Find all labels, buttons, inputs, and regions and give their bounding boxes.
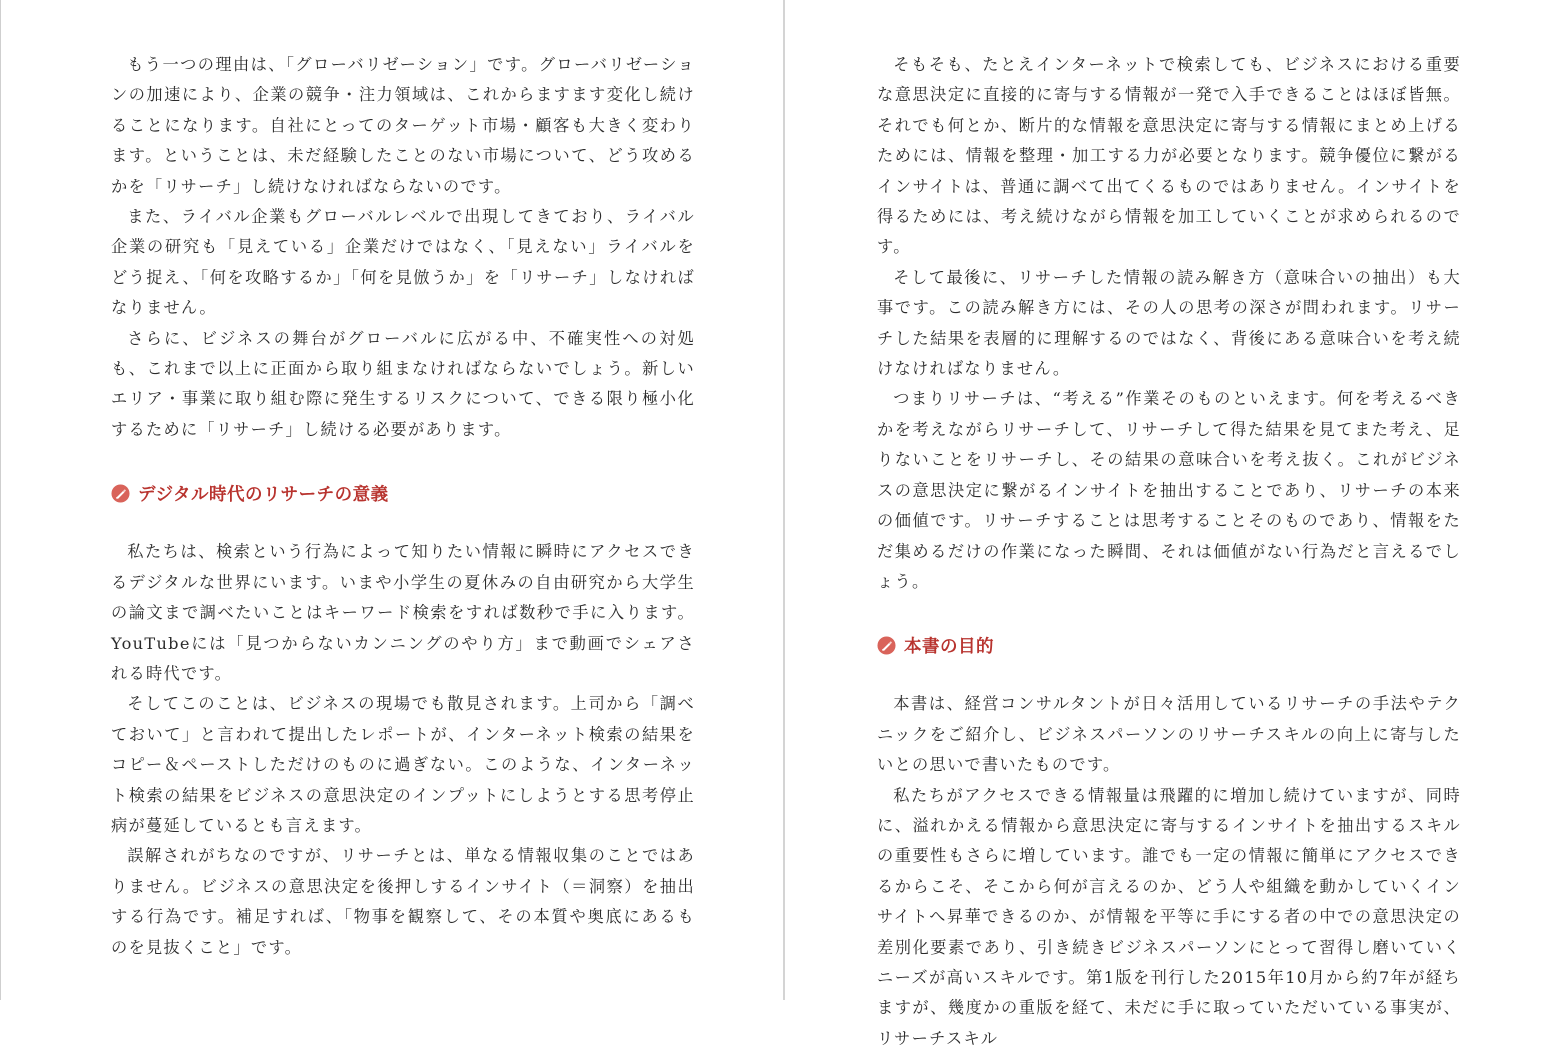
- section-heading-digital-research: [111, 478, 695, 508]
- right-paragraph-4: 本書は、経営コンサルタントが日々活用しているリサーチの手法やテクニックをご紹介し、ビジネスパーソンのリサーチスキルの向上に寄与したいとの思いで書いたものです。: [877, 694, 1461, 775]
- left-paragraph-2: また、ライバル企業もグローバルレベルで出現してきており、ライバル企業の研究も「見えている」企業だけではなく、「見えない」ライバルをどう捉え、「何を攻略するか」「何を見倣うか」を「リサーチ」しなければなりません。: [111, 207, 695, 318]
- left-paragraph-5: そしてこのことは、ビジネスの現場でも散見されます。上司から「調べておいて」と言われて提出したレポートが、インターネット検索の結果をコピー＆ペーストしただけのものに過ぎない。このような、インターネット検索の結果をビジネスの意思決定のインプットにしようとする思考停止病が蔓延しているとも言えます。: [111, 694, 695, 835]
- right-paragraph-3: つまりリサーチは、“考える”作業そのものといえます。何を考えるべきかを考えながらリサーチして、リサーチして得た結果を見てまた考え、足りないことをリサーチし、その結果の意味合いを考え抜く。これがビジネスの意思決定に繋がるインサイトを抽出することであり、リサーチの本来の価値です。リサーチすることは思考することそのものであり、情報をただ集めるだけの作業になった瞬間、それは価値がない行為だと言えるでしょう。: [877, 389, 1461, 591]
- right-page-content: [877, 50, 1461, 1054]
- section-heading-text: デジタル時代のリサーチの意義: [138, 484, 389, 505]
- right-paragraph-2: そして最後に、リサーチした情報の読み解き方（意味合いの抽出）も大事です。この読み解き方には、その人の思考の深さが問われます。リサーチした結果を表層的に理解するのではなく、背後にある意味合いを考え続けなければなりません。: [877, 267, 1461, 379]
- pen-nib-circle-icon: [111, 484, 130, 503]
- left-paragraph-3: さらに、ビジネスの舞台がグローバルに広がる中、不確実性への対処も、これまで以上に正面から取り組まなければならないでしょう。新しいエリア・事業に取り組む際に発生するリスクについて、できる限り極小化するために「リサーチ」し続ける必要があります。: [111, 328, 695, 439]
- left-page-content: [111, 50, 695, 963]
- left-paragraph-6: 誤解されがちなのですが、リサーチとは、単なる情報収集のことではありません。ビジネスの意思決定を後押しするインサイト（＝洞察）を抽出する行為です。補足すれば、「物事を観察して、その本質や奥底にあるものを見抜くこと」です。: [111, 846, 695, 957]
- right-paragraph-5: 私たちがアクセスできる情報量は飛躍的に増加し続けていますが、同時に、溢れかえる情報から意思決定に寄与するインサイトを抽出するスキルの重要性もさらに増しています。誰でも一定の情報に簡単にアクセスできるからこそ、そこから何が言えるのか、どう人や組織を動かしていくインサイトへ昇華できるのか、が情報を平等に手にする者の中での意思決定の差別化要素であり、引き続きビジネスパーソンにとって習得し磨いていくニーズが高いスキルです。第1版を刊行した2015年10月から約7年が経ちますが、幾度かの重版を経て、未だに手に取っていただいている事実が、リサーチスキル: [877, 785, 1461, 1048]
- left-page: [0, 0, 783, 1000]
- section-heading-purpose: [877, 630, 1461, 660]
- pen-nib-circle-icon: [877, 636, 896, 655]
- right-paragraph-1: そもそも、たとえインターネットで検索しても、ビジネスにおける重要な意思決定に直接的に寄与する情報が一発で入手できることはほぼ皆無。それでも何とか、断片的な情報を意思決定に寄与する情報にまとめ上げるためには、情報を整理・加工する力が必要となります。競争優位に繋がるインサイトは、普通に調べて出てくるものではありません。インサイトを得るためには、考え続けながら情報を加工していくことが求められるのです。: [877, 55, 1461, 257]
- left-paragraph-4: 私たちは、検索という行為によって知りたい情報に瞬時にアクセスできるデジタルな世界にいます。いまや小学生の夏休みの自由研究から大学生の論文まで調べたいことはキーワード検索をすれば数秒で手に入ります。YouTubeには「見つからないカンニングのやり方」まで動画でシェアされる時代です。: [111, 542, 695, 683]
- right-page: [783, 0, 1566, 1048]
- left-paragraph-1: もう一つの理由は、「グローバリゼーション」です。グローバリゼーションの加速により、企業の競争・注力領域は、これからますます変化し続けることになります。自社にとってのターゲット市場・顧客も大きく変わります。ということは、未だ経験したことのない市場について、どう攻めるかを「リサーチ」し続けなければならないのです。: [111, 55, 695, 196]
- section-heading-text: 本書の目的: [904, 636, 994, 657]
